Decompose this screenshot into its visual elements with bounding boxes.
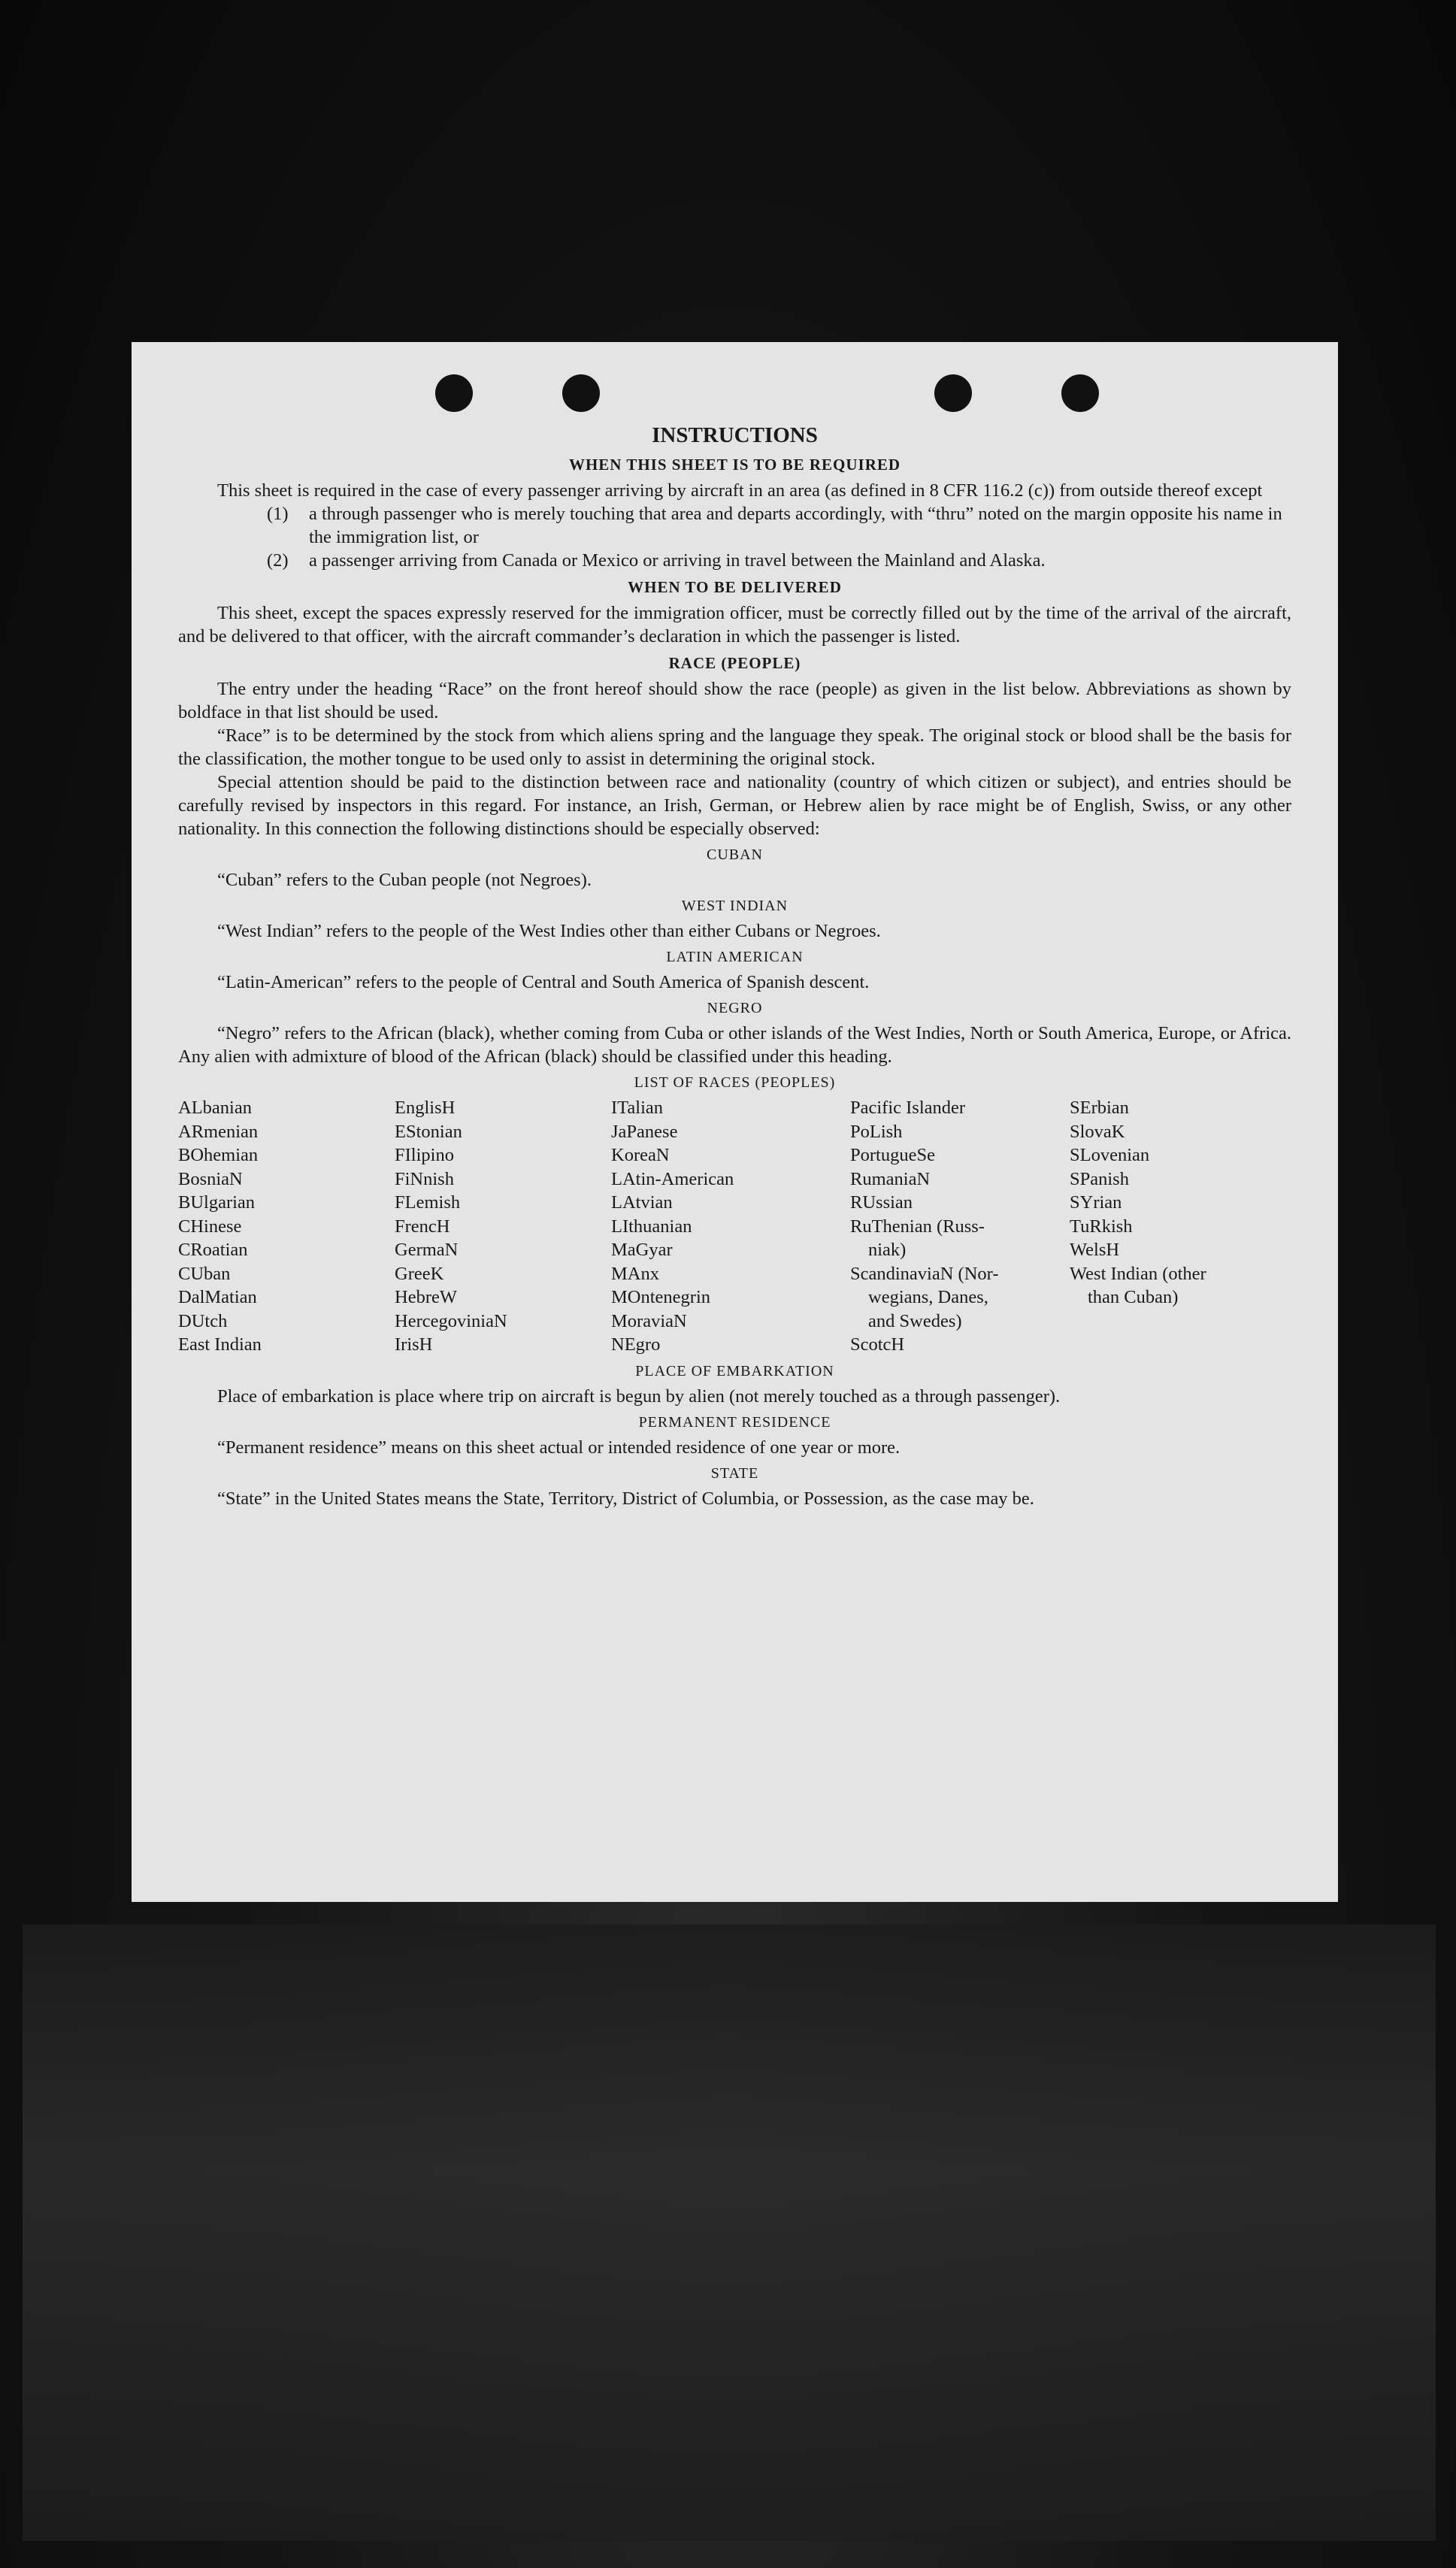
race-entry: RUssian — [850, 1192, 913, 1213]
race-entry: FIlipino — [395, 1145, 454, 1165]
race-entry: LAtin-American — [611, 1168, 734, 1189]
race-entry: ITalian — [611, 1098, 664, 1118]
races-column-2 — [395, 1096, 611, 1357]
race-entry: CHinese — [178, 1216, 242, 1237]
list-item — [178, 549, 1291, 572]
race-entry: SlovaK — [1070, 1121, 1125, 1142]
when-delivered-text: This sheet, except the spaces expressly reserved for the immigration officer, must be correctly filled out by the time of the arrival of the aircraft, and be delivered to that officer, with the aircraft commander’s declaration in which the passenger is listed. — [178, 603, 1291, 647]
race-entry: GreeK — [395, 1263, 444, 1284]
race-paragraph-2: “Race” is to be determined by the stock from which aliens spring and the language they speak. The original stock or blood shall be the basis for the classification, the mother tongue to be used only to assist in determining the original stock. — [178, 725, 1291, 769]
race-entry: HercegoviniaN — [395, 1310, 507, 1331]
west-indian-text: “West Indian” refers to the people of the West Indies other than either Cubans or Negroes. — [217, 921, 881, 941]
item-text: a passenger arriving from Canada or Mexico or arriving in travel between the Mainland and Alaska. — [309, 550, 1046, 571]
residence-text: “Permanent residence” means on this sheet actual or intended residence of one year or more. — [217, 1437, 901, 1458]
races-column-4 — [850, 1096, 1070, 1357]
race-entry: and Swedes) — [868, 1310, 962, 1331]
race-entry: GermaN — [395, 1240, 459, 1260]
race-entry: HebreW — [395, 1287, 457, 1307]
race-entry: LAtvian — [611, 1192, 673, 1213]
race-entry: BUlgarian — [178, 1192, 256, 1213]
item-text: a through passenger who is merely touching that area and departs accordingly, with “thru” noted on the margin opposite his name in the immigration list, or — [309, 504, 1282, 547]
race-entry: SErbian — [1070, 1098, 1129, 1118]
punch-hole — [435, 374, 473, 412]
race-entry: FiNnish — [395, 1168, 454, 1189]
race-entry: RuThenian (Russ- — [850, 1216, 985, 1237]
race-entry: CUban — [178, 1263, 231, 1284]
blank-film-area — [23, 1924, 1436, 2541]
race-entry: MAnx — [611, 1263, 659, 1284]
cuban-text: “Cuban” refers to the Cuban people (not Negroes). — [217, 870, 592, 890]
heading-state: STATE — [710, 1464, 759, 1482]
heading-cuban: CUBAN — [706, 846, 763, 863]
race-entry: MOntenegrin — [611, 1287, 710, 1307]
races-list — [178, 1096, 1291, 1357]
race-entry: ARmenian — [178, 1121, 259, 1142]
race-entry: DalMatian — [178, 1287, 257, 1307]
heading-permanent-residence: PERMANENT RESIDENCE — [638, 1413, 831, 1431]
punch-hole — [934, 374, 972, 412]
race-entry: BosniaN — [178, 1168, 243, 1189]
race-entry: than Cuban) — [1088, 1287, 1179, 1307]
race-entry: NEgro — [611, 1334, 661, 1355]
race-entry: SPanish — [1070, 1168, 1129, 1189]
heading-race: RACE (PEOPLE) — [668, 654, 801, 672]
latin-american-text: “Latin-American” refers to the people of Central and South America of Spanish descent. — [217, 972, 870, 992]
heading-when-delivered: WHEN TO BE DELIVERED — [628, 578, 842, 596]
races-column-1 — [178, 1096, 395, 1357]
instructions-sheet — [132, 342, 1338, 1902]
race-entry: West Indian (other — [1070, 1263, 1206, 1284]
race-entry: East Indian — [178, 1334, 262, 1355]
heading-when-required: WHEN THIS SHEET IS TO BE REQUIRED — [568, 456, 901, 474]
race-entry: FrencH — [395, 1216, 450, 1237]
heading-embarkation: PLACE OF EMBARKATION — [635, 1362, 834, 1379]
race-entry: Pacific Islander — [850, 1098, 966, 1118]
race-entry: CRoatian — [178, 1240, 248, 1260]
heading-latin-american: LATIN AMERICAN — [666, 949, 804, 965]
race-entry: JaPanese — [611, 1121, 678, 1142]
negro-text: “Negro” refers to the African (black), whether coming from Cuba or other islands of the West Indies, North or South America, Europe, or Africa. Any alien with admixture of blood of the African (black) should be classified under this heading. — [178, 1023, 1291, 1067]
race-entry: EStonian — [395, 1121, 462, 1142]
race-entry: DUtch — [178, 1310, 228, 1331]
race-entry: KoreaN — [611, 1145, 670, 1165]
heading-west-indian: WEST INDIAN — [681, 898, 789, 914]
heading-negro: NEGRO — [707, 1000, 763, 1016]
race-entry: SYrian — [1070, 1192, 1122, 1213]
race-entry: ScotcH — [850, 1334, 905, 1355]
when-required-intro: This sheet is required in the case of every passenger arriving by aircraft in an area (as defined in 8 CFR 116.2 (c)) from outside thereof except — [217, 480, 1263, 501]
race-entry: MaGyar — [611, 1240, 673, 1260]
race-entry: LIthuanian — [611, 1216, 692, 1237]
race-entry: wegians, Danes, — [868, 1287, 988, 1307]
races-column-3 — [611, 1096, 850, 1357]
race-entry: PoLish — [850, 1121, 903, 1142]
race-entry: MoraviaN — [611, 1310, 687, 1331]
race-entry: ScandinaviaN (Nor- — [850, 1263, 999, 1284]
race-entry: IrisH — [395, 1334, 433, 1355]
race-entry: BOhemian — [178, 1145, 259, 1165]
races-column-5 — [1070, 1096, 1265, 1357]
embarkation-text: Place of embarkation is place where trip on aircraft is begun by alien (not merely touched as a through passenger). — [217, 1385, 1061, 1407]
race-entry: ALbanian — [178, 1098, 252, 1118]
race-entry: SLovenian — [1070, 1145, 1150, 1165]
race-entry: PortugueSe — [850, 1145, 935, 1165]
race-entry: EnglisH — [395, 1098, 456, 1118]
punch-hole — [562, 374, 600, 412]
state-text: “State” in the United States means the State, Territory, District of Columbia, or Possession, as the case may be. — [217, 1488, 1034, 1509]
item-number: (1) — [267, 504, 289, 524]
punch-hole — [1061, 374, 1099, 412]
race-paragraph-3: Special attention should be paid to the distinction between race and nationality (country of which citizen or subject), and entries should be carefully revised by inspectors in this regard. For instance, an Irish, German, or Hebrew alien by race might be of English, Swiss, or any other nationality. In this connection the following distinctions should be especially observed: — [178, 772, 1291, 839]
race-entry: TuRkish — [1070, 1216, 1133, 1237]
race-entry: niak) — [868, 1240, 907, 1260]
heading-list-of-races: LIST OF RACES (PEOPLES) — [634, 1074, 836, 1091]
race-entry: FLemish — [395, 1192, 461, 1213]
page-title: INSTRUCTIONS — [652, 423, 818, 447]
race-paragraph-1: The entry under the heading “Race” on the front hereof should show the race (people) as given in the list below. Abbreviations as shown by boldface in that list should be used. — [178, 679, 1291, 722]
race-entry: WelsH — [1070, 1240, 1120, 1260]
list-item — [178, 502, 1291, 549]
race-entry: RumaniaN — [850, 1168, 931, 1189]
item-number: (2) — [267, 550, 289, 571]
